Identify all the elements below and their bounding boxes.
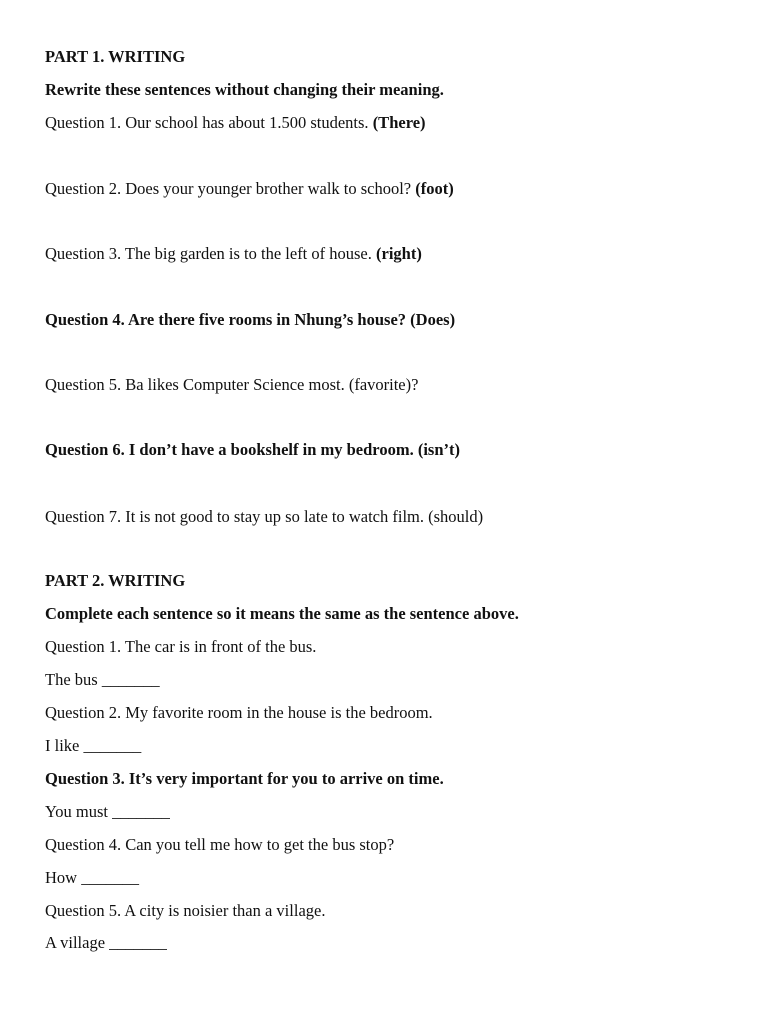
part2-question-5: Question 5. A city is noisier than a village. [45, 901, 326, 920]
question-text: Question 5. Ba likes Computer Science most. (favorite)? [45, 375, 419, 394]
part1-instruction: Rewrite these sentences without changing their meaning. [45, 80, 444, 99]
part2-question-1: Question 1. The car is in front of the bus. [45, 637, 317, 656]
part2-question-2: Question 2. My favorite room in the house is the bedroom. [45, 703, 433, 722]
part2-answer-1: The bus _______ [45, 670, 160, 689]
part1-question-7 [45, 507, 483, 527]
question-hint: (foot) [415, 179, 454, 198]
part2-question-4: Question 4. Can you tell me how to get the bus stop? [45, 835, 395, 854]
part1-question-4 [45, 310, 455, 330]
question-text: Question 7. It is not good to stay up so late to watch film. (should) [45, 507, 484, 526]
part2-answer-5: A village _______ [45, 933, 167, 952]
question-hint: (right) [376, 244, 422, 263]
part1-question-6 [45, 440, 460, 460]
part2-heading: PART 2. WRITING [45, 571, 186, 590]
question-hint: (There) [372, 113, 426, 132]
part1-heading: PART 1. WRITING [45, 47, 186, 66]
question-text: Question 4. Are there five rooms in Nhung’s house? [45, 310, 411, 329]
part1-question-3 [45, 244, 422, 264]
question-text: Question 3. The big garden is to the left of house. [45, 244, 377, 263]
question-text: Question 1. Our school has about 1.500 students. [45, 113, 373, 132]
question-hint: (Does) [410, 310, 456, 329]
part2-question-3: Question 3. It’s very important for you to arrive on time. [45, 769, 444, 788]
part2-answer-2: I like _______ [45, 736, 142, 755]
question-text: Question 6. I don’t have a bookshelf in my bedroom. (isn’t) [45, 440, 460, 459]
part1-question-1 [45, 113, 426, 133]
part2-answer-4: How _______ [45, 868, 139, 887]
part1-question-5 [45, 375, 418, 395]
part1-question-2 [45, 179, 454, 199]
question-text: Question 2. Does your younger brother walk to school? [45, 179, 416, 198]
part2-answer-3: You must _______ [45, 802, 170, 821]
part2-instruction: Complete each sentence so it means the same as the sentence above. [45, 604, 519, 623]
